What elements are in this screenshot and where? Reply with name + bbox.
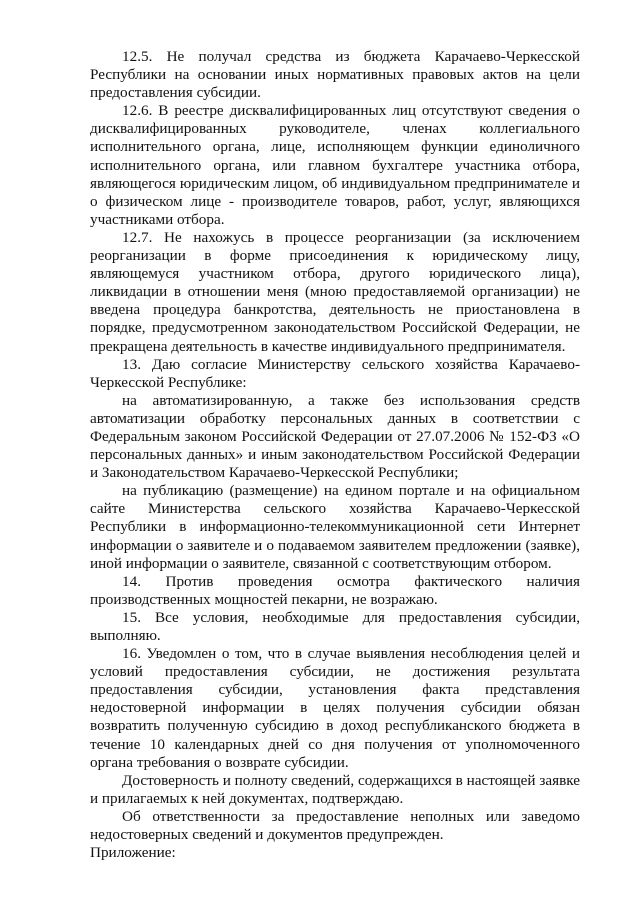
document-page (90, 48, 580, 862)
paragraph-responsibility: Об ответственности за предоставление неполных или заведомо недостоверных сведений и документов предупрежден. (90, 807, 580, 844)
paragraph-12-5: 12.5. Не получал средства из бюджета Карачаево-Черкесской Республики на основании иных нормативных правовых актов на цели предоставления субсидии. (90, 48, 580, 102)
paragraph-13-automation: на автоматизированную, а также без использования средств автоматизации обработку персональных данных в соответствии с Федеральным законом Российской Федерации от 27.07.2006 № 152-ФЗ «О персональных данных» и иным законодательством Российской Федерации и Законодательством Карачаево-Черкесской Республики; (90, 391, 580, 482)
paragraph-14: 14. Против проведения осмотра фактического наличия производственных мощностей пекарни, не возражаю. (90, 572, 580, 608)
paragraph-16: 16. Уведомлен о том, что в случае выявления несоблюдения целей и условий предоставления субсидии, не достижения результата предоставления субсидии, установления факта представления недостоверной информации в целях получения субсидии обязан возвратить полученную субсидию в доход республиканского бюджета в течение 10 календарных дней со дня получения от уполномоченного органа требования о возврате субсидии. (90, 645, 580, 771)
paragraph-13: 13. Даю согласие Министерству сельского хозяйства Карачаево-Черкесской Республике: (90, 355, 580, 391)
paragraph-13-publication: на публикацию (размещение) на едином портале и на официальном сайте Министерства сельского хозяйства Карачаево-Черкесской Республики в информационно-телекоммуникационной сети Интернет информации о заявителе и о подаваемом заявителем предложении (заявке), иной информации о заявителе, связанной с соответствующим отбором. (90, 482, 580, 572)
appendix-label: Приложение: (90, 844, 176, 862)
paragraph-confirmation: Достоверность и полноту сведений, содержащихся в настоящей заявке и прилагаемых к ней документах, подтверждаю. (90, 771, 580, 807)
paragraph-15: 15. Все условия, необходимые для предоставления субсидии, выполняю. (90, 608, 580, 644)
paragraph-12-7: 12.7. Не нахожусь в процессе реорганизации (за исключением реорганизации в форме присоединения к юридическому лицу, являющемуся участником отбора, другого юридического лица), ликвидации в отношении меня (мною предоставляемой организации) не введена процедура банкротства, деятельность не приостановлена в порядке, предусмотренном законодательством Российской Федерации, не прекращена деятельность в качестве индивидуального предпринимателя. (90, 228, 580, 355)
paragraph-12-6: 12.6. В реестре дисквалифицированных лиц отсутствуют сведения о дисквалифицированных руководителе, членах коллегиального исполнительного органа, лице, исполняющем функции единоличного исполнительного органа, или главном бухгалтере участника отбора, являющегося юридическим лицом, об индивидуальном предпринимателе и о физическом лице - производителе товаров, работ, услуг, являющихся участниками отбора. (90, 102, 580, 228)
